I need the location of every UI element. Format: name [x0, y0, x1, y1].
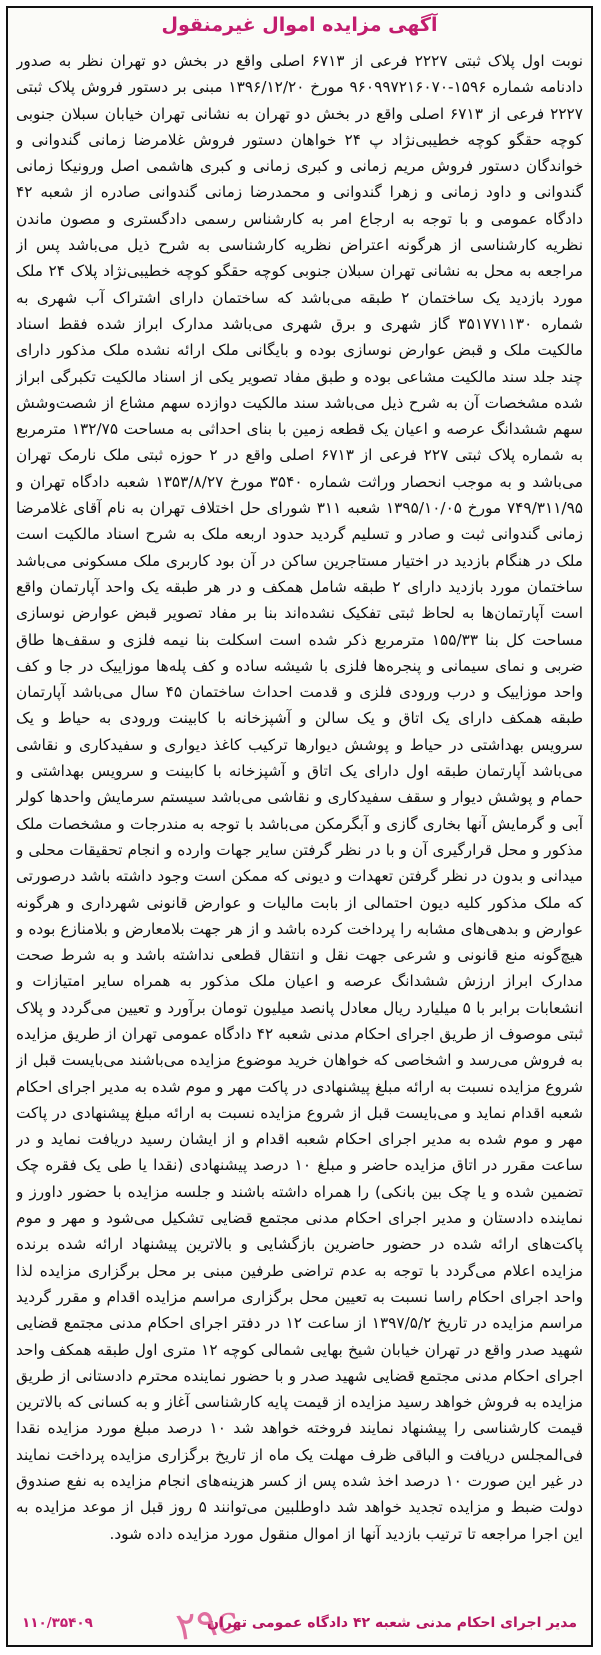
notice-body: نوبت اول پلاک ثبتی ۲۲۲۷ فرعی از ۶۷۱۳ اصلی واقع در بخش دو تهران نظر به صدور دادنامه شماره ۱۵۹۶-۹۶۰۹۹۷۲۱۶۰۷۰ مورخ ۱۳۹۶/۱۲/۲۰ مبنی بر دستور فروش پلاک ثبتی ۲۲۲۷ فرعی از ۶۷۱۳ اصلی واقع در بخش دو تهران به نشانی تهران خیابان سبلان جنوبی کوچه حقگو کوچه خطیبی‌نژاد پ ۲۴ خواهان دستور فروش غلامرضا زمانی گندوانی و خواندگان دستور فروش مریم زمانی و کبری زمانی و کبری هاشمی اصل ورونیکا زمانی گندوانی و داود زمانی و زهرا گندوانی و محمدرضا زمانی گندوانی صادره از شعبه ۴۲ دادگاه عمومی و با توجه به ارجاع امر به کارشناس رسمی دادگستری و مصون ماندن نظریه کارشناسی از هرگونه اعتراض نظریه کارشناسی به شرح ذیل می‌باشد پس از مراجعه به محل به نشانی تهران سبلان جنوبی کوچه حقگو کوچه خطیبی‌نژاد پلاک ۲۴ ملک مورد بازدید یک ساختمان ۲ طبقه می‌باشد که ساختمان دارای اشتراک آب شهری به شماره ۳۵۱۷۷۱۱۳۰ گاز شهری و برق شهری می‌باشد مدارک ابراز شده فقط اسناد مالکیت ملک و قبض عوارض نوسازی بوده و بایگانی ملک ارائه نشده ملک مذکور دارای چند جلد سند مالکیت مشاعی بوده و طبق مفاد تصویر یکی از اسناد مالکیت تکبرگی ابراز شده مشخصات آن به شرح ذیل می‌باشد سند مالکیت دوازده سهم مشاع از شصت‌وشش سهم ششدانگ عرصه و اعیان یک قطعه زمین با بنای احداثی به مساحت ۱۳۲/۷۵ مترمربع به شماره پلاک ثبتی ۲۲۷ فرعی از ۶۷۱۳ اصلی واقع در ۲ حوزه ثبتی ملک نارمک تهران می‌باشد و به موجب انحصار وراثت شماره ۳۵۴۰ مورخ ۱۳۵۳/۸/۲۷ شعبه دادگاه تهران و ۷۴۹/۳۱۱/۹۵ مورخ ۱۳۹۵/۱۰/۰۵ شعبه ۳۱۱ شورای حل اختلاف تهران به نام آقای غلامرضا زمانی گندوانی ثبت و صادر و تسلیم گردید حدود اربعه ملک به شرح اسناد مالکیت است ملک در هنگام بازدید در اختیار مستاجرین ساکن در آن بود کاربری ملک مسکونی می‌باشد ساختمان مورد بازدید دارای ۲ طبقه شامل همکف و در هر طبقه یک واحد آپارتمان واقع است آپارتمان‌ها به لحاظ ثبتی تفکیک نشده‌اند بنا بر مفاد تصویر قبض عوارض نوسازی مساحت کل بنا ۱۵۵/۳۳ مترمربع ذکر شده است اسکلت بنا نیمه فلزی و سقف‌ها طاق ضربی و نمای سیمانی و پنجره‌ها فلزی با شیشه ساده و کف پله‌ها موزاییک در جا و کف واحد موزاییک و درب ورودی فلزی و قدمت احداث ساختمان ۴۵ سال می‌باشد آپارتمان طبقه همکف دارای یک اتاق و یک سالن و آشپزخانه با کابینت ورودی به حیاط و یک سرویس بهداشتی در حیاط و پوشش دیوارها ترکیب کاغذ دیواری و سفیدکاری و نقاشی می‌باشد آپارتمان طبقه اول دارای یک اتاق و آشپزخانه با کابینت و سرویس بهداشتی و حمام و پوشش دیوار و سقف سفیدکاری و نقاشی می‌باشد سیستم سرمایش واحدها کولر آبی و گرمایش آنها بخاری گازی و آبگرمکن می‌باشد با توجه به مندرجات و مشخصات ملک مذکور و محل قرارگیری آن و با در نظر گرفتن سایر جهات وارده و انجام تحقیقات محلی و میدانی و بدون در نظر گرفتن تعهدات و دیونی که ممکن است وجود داشته باشد درصورتی که ملک مذکور کلیه دیون احتمالی از بابت مالیات و عوارض قانونی شهرداری و هرگونه عوارض و بدهی‌های مشابه را پرداخت کرده باشد و از هر جهت بلامعارض و بلامنازع بوده و هیچ‌گونه منع قانونی و شرعی جهت نقل و انتقال قطعی نداشته باشد و به شرط صحت مدارک ابراز ارزش ششدانگ عرصه و اعیان ملک مذکور به همراه سایر امتیازات و انشعابات برابر با ۵ میلیارد ریال معادل پانصد میلیون تومان برآورد و تعیین می‌گردد و پلاک ثبتی موصوف از طریق اجرای احکام مدنی شعبه ۴۲ دادگاه عمومی تهران از طریق مزایده به فروش می‌رسد و اشخاصی که خواهان خرید موضوع مزایده می‌باشند می‌بایست قبل از شروع مزایده نسبت به ارائه مبلغ پیشنهادی در پاکت مهر و موم شده به مدیر اجرای احکام شعبه اقدام نماید و می‌بایست قبل از شروع مزایده نسبت به ارائه مبلغ پیشنهادی در پاکت مهر و موم شده به مدیر اجرای احکام شعبه اقدام و از ایشان رسید دریافت نماید و در ساعت مقرر در اتاق مزایده حاضر و مبلغ ۱۰ درصد پیشنهادی (نقدا یا طی یک فقره چک تضمین شده و یا چک بین بانکی) را همراه داشته باشند و جلسه مزایده با حضور داورز و نماینده دادستان و مدیر اجرای احکام مدنی مجتمع قضایی تشکیل می‌شود و مهر و موم پاکت‌های ارائه شده در حضور حاضرین بازگشایی و بالاترین پیشنهاد ارائه شده برنده مزایده اعلام می‌گردد با توجه به عدم تراضی طرفین مبنی بر محل برگزاری مزایده لذا واحد اجرای احکام راسا نسبت به تعیین محل برگزاری مراسم مزایده اقدام و مقرر گردید مراسم مزایده در تاریخ ۱۳۹۷/۵/۲ از ساعت ۱۲ در دفتر اجرای احکام مدنی مجتمع قضایی شهید صدر واقع در تهران خیابان شیخ بهایی شمالی کوچه ۱۲ متری اول طبقه همکف واحد اجرای احکام مدنی مجتمع قضایی شهید صدر و با حضور نماینده محترم دادستانی از طریق مزایده به فروش خواهد رسید مزایده از قیمت پایه کارشناسی آغاز و به کسانی که بالاترین قیمت کارشناسی را پیشنهاد نمایند فروخته خواهد شد ۱۰ درصد مبلغ مورد مزایده نقدا فی‌المجلس دریافت و الباقی ظرف مهلت یک ماه از تاریخ برگزاری مزایده پرداخت نمایند در غیر این صورت ۱۰ درصد اخذ شده پس از کسر هزینه‌های انجام مزایده به نفع صندوق دولت ضبط و مزایده تجدید خواهد شد داوطلبین می‌توانند ۵ روز قبل از موعد مزایده به این اجرا مراجعه تا ترتیب بازدید آنها از اموال منقول مورد مزایده داده شود. [16, 52, 583, 1543]
handwritten-mark: ۲۹c [173, 1596, 241, 1650]
notice-footer [16, 1596, 583, 1650]
notice-signer: مدیر اجرای احکام مدنی شعبه ۴۲ دادگاه عمومی تهران [207, 1615, 577, 1631]
notice-title: آگهی مزایده اموال غیرمنقول [161, 14, 438, 36]
notice-serial-number: ۱۱۰/۳۵۴۰۹ [22, 1615, 93, 1631]
auction-notice [6, 6, 593, 1650]
